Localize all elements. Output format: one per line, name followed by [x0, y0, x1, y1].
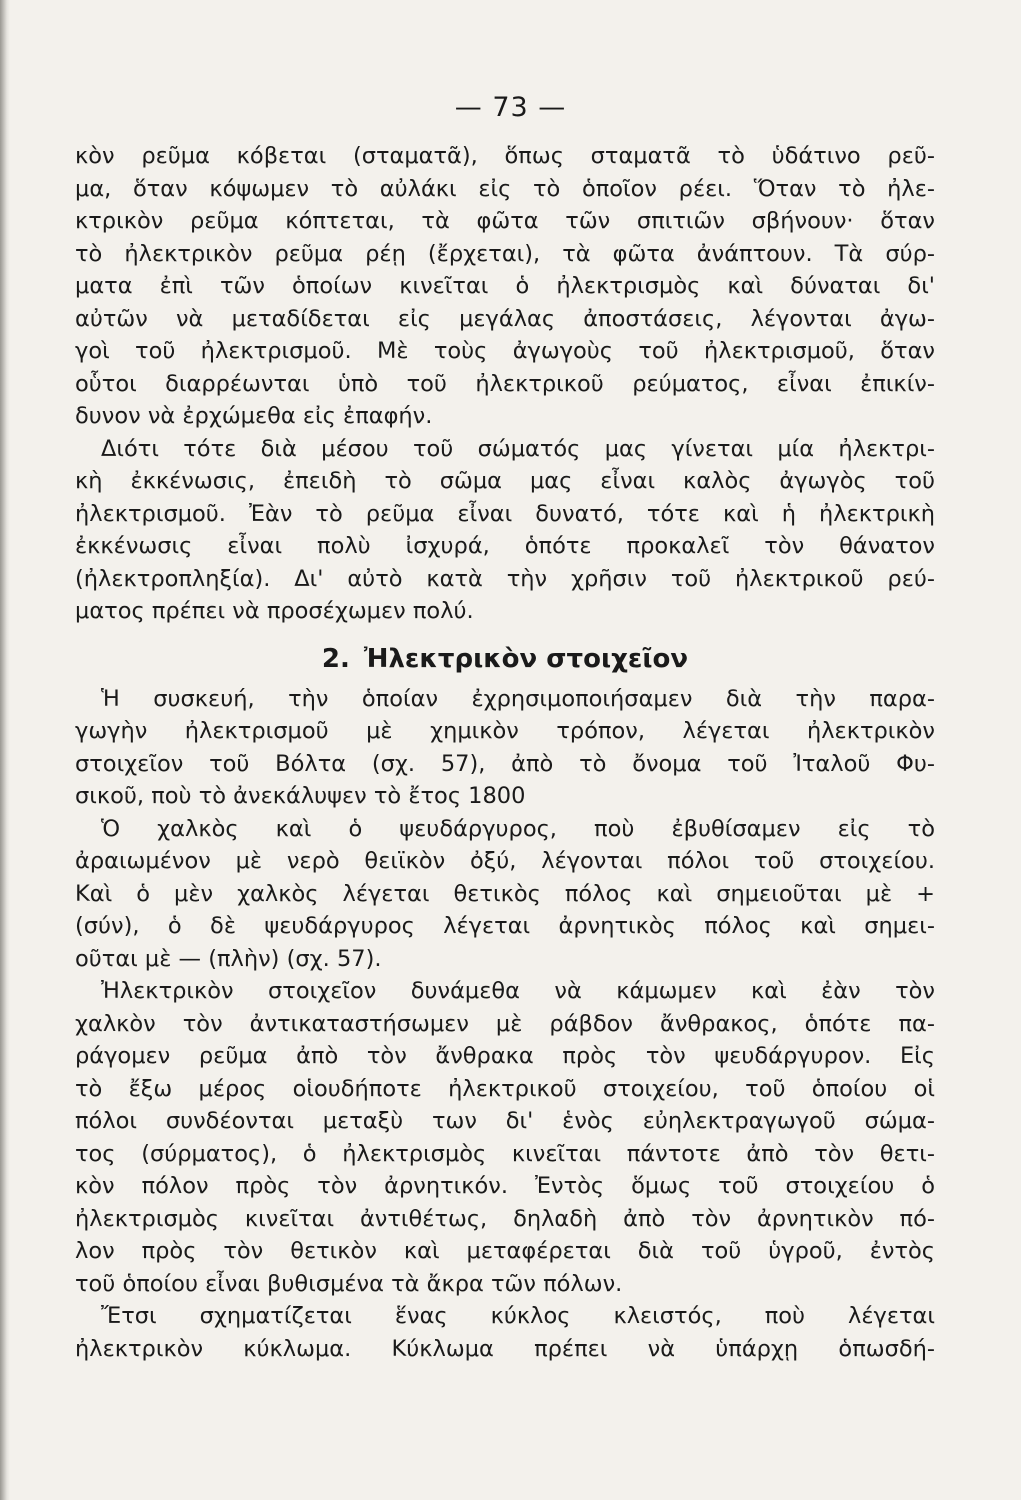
- text-line: αὐτῶν νὰ μεταδίδεται εἰς μεγάλας ἀποστάσεις, λέγονται ἀγω-: [75, 305, 935, 332]
- text-line: Ὁ χαλκὸς καὶ ὁ ψευδάργυρος, ποὺ ἐβυθίσαμεν εἰς τὸ: [101, 815, 935, 842]
- paragraph: [75, 433, 935, 628]
- text-line: Ἠλεκτρικὸν στοιχεῖον δυνάμεθα νὰ κάμωμεν καὶ ἐὰν τὸν: [101, 978, 935, 1004]
- page-edge-shadow: [0, 0, 10, 1500]
- text-line: τὸ ἠλεκτρικὸν ρεῦμα ρέῃ (ἔρχεται), τὰ φῶτα ἀνάπτουν. Τὰ σύρ-: [75, 240, 935, 267]
- text-line: ἠλεκτρισμὸς κινεῖται ἀντιθέτως, δηλαδὴ ἀπὸ τὸν ἀρνητικὸν πό-: [75, 1205, 935, 1232]
- text-line: μα, ὅταν κόψωμεν τὸ αὐλάκι εἰς τὸ ὁποῖον ρέει. Ὅταν τὸ ἠλε-: [75, 175, 935, 202]
- text-line: λον πρὸς τὸν θετικὸν καὶ μεταφέρεται διὰ τοῦ ὑγροῦ, ἐντὸς: [75, 1238, 935, 1264]
- text-line: Ἔτσι σχηματίζεται ἕνας κύκλος κλειστός, ποὺ λέγεται: [101, 1303, 935, 1329]
- paragraph: [75, 683, 935, 813]
- text-line: τος (σύρματος), ὁ ἠλεκτρισμὸς κινεῖται πάντοτε ἀπὸ τὸν θετι-: [75, 1140, 935, 1167]
- text-line: ἀραιωμένον μὲ νερὸ θειϊκὸν ὀξύ, λέγονται πόλοι τοῦ στοιχείου.: [75, 848, 935, 874]
- page-number: — 73 —: [454, 92, 567, 123]
- text-line: ράγομεν ρεῦμα ἀπὸ τὸν ἄνθρακα πρὸς τὸν ψευδάργυρον. Εἰς: [75, 1043, 935, 1069]
- page-body: [75, 140, 935, 1365]
- text-line: στοιχεῖον τοῦ Βόλτα (σχ. 57), ἀπὸ τὸ ὄνομα τοῦ Ἰταλοῦ Φυ-: [75, 750, 935, 777]
- text-line: κὸν πόλον πρὸς τὸν ἀρνητικόν. Ἐντὸς ὅμως τοῦ στοιχείου ὁ: [75, 1173, 935, 1199]
- section-heading: [75, 643, 935, 675]
- text-line: γοὶ τοῦ ἠλεκτρισμοῦ. Μὲ τοὺς ἀγωγοὺς τοῦ ἠλεκτρισμοῦ, ὅταν: [75, 338, 935, 364]
- text-line: ματα ἐπὶ τῶν ὁποίων κινεῖται ὁ ἠλεκτρισμὸς καὶ δύναται δι': [75, 273, 935, 299]
- text-line: Καὶ ὁ μὲν χαλκὸς λέγεται θετικὸς πόλος καὶ σημειοῦται μὲ +: [75, 880, 935, 907]
- text-line: οὗτοι διαρρέωνται ὑπὸ τοῦ ἠλεκτρικοῦ ρεύματος, εἶναι ἐπικίν-: [75, 370, 935, 397]
- text-line: κὴ ἐκκένωσις, ἐπειδὴ τὸ σῶμα μας εἶναι καλὸς ἀγωγὸς τοῦ: [75, 468, 935, 494]
- text-line: οῦται μὲ — (πλὴν) (σχ. 57).: [75, 945, 382, 972]
- text-line: (ἠλεκτροπληξία). Δι' αὐτὸ κατὰ τὴν χρῆσιν τοῦ ἠλεκτρικοῦ ρεύ-: [75, 565, 935, 592]
- text-line: (σύν), ὁ δὲ ψευδάργυρος λέγεται ἀρνητικὸς πόλος καὶ σημει-: [75, 913, 935, 939]
- text-line: τοῦ ὁποίου εἶναι βυθισμένα τὰ ἄκρα τῶν πόλων.: [75, 1270, 623, 1297]
- text-line: κτρικὸν ρεῦμα κόπτεται, τὰ φῶτα τῶν σπιτιῶν σβήνουν· ὅταν: [75, 208, 935, 234]
- text-line: Διότι τότε διὰ μέσου τοῦ σώματός μας γίνεται μία ἠλεκτρι-: [101, 435, 935, 462]
- text-line: ἐκκένωσις εἶναι πολὺ ἰσχυρά, ὁπότε προκαλεῖ τὸν θάνατον: [75, 533, 935, 559]
- text-line: τὸ ἔξω μέρος οἱουδήποτε ἠλεκτρικοῦ στοιχείου, τοῦ ὁποίου οἱ: [75, 1075, 935, 1102]
- paragraph: [75, 813, 935, 976]
- text-line: ματος πρέπει νὰ προσέχωμεν πολύ.: [75, 598, 474, 624]
- section-title: Ἠλεκτρικὸν στοιχεῖον: [363, 643, 689, 674]
- text-line: κὸν ρεῦμα κόβεται (σταματᾶ), ὅπως σταματᾶ τὸ ὑδάτινο ρεῦ-: [75, 143, 935, 169]
- text-line: γωγὴν ἠλεκτρισμοῦ μὲ χημικὸν τρόπον, λέγεται ἠλεκτρικὸν: [75, 718, 935, 744]
- text-line: σικοῦ, ποὺ τὸ ἀνεκάλυψεν τὸ ἔτος 1800: [75, 783, 526, 809]
- paragraph: [75, 140, 935, 433]
- text-line: πόλοι συνδέονται μεταξὺ των δι' ἑνὸς εὐηλεκτραγωγοῦ σώμα-: [75, 1108, 935, 1134]
- text-line: χαλκὸν τὸν ἀντικαταστήσωμεν μὲ ράβδον ἄνθρακος, ὁπότε πα-: [75, 1010, 935, 1037]
- text-line: ἠλεκτρισμοῦ. Ἐὰν τὸ ρεῦμα εἶναι δυνατό, τότε καὶ ἡ ἠλεκτρικὴ: [75, 500, 935, 527]
- paragraph: [75, 1300, 935, 1365]
- text-line: Ἡ συσκευή, τὴν ὁποίαν ἐχρησιμοποιήσαμεν διὰ τὴν παρα-: [101, 685, 935, 712]
- text-line: δυνον νὰ ἐρχώμεθα εἰς ἐπαφήν.: [75, 403, 433, 429]
- section-number: 2.: [321, 643, 350, 674]
- paragraph: [75, 975, 935, 1300]
- text-line: ἠλεκτρικὸν κύκλωμα. Κύκλωμα πρέπει νὰ ὑπάρχῃ ὁπωσδή-: [75, 1335, 935, 1362]
